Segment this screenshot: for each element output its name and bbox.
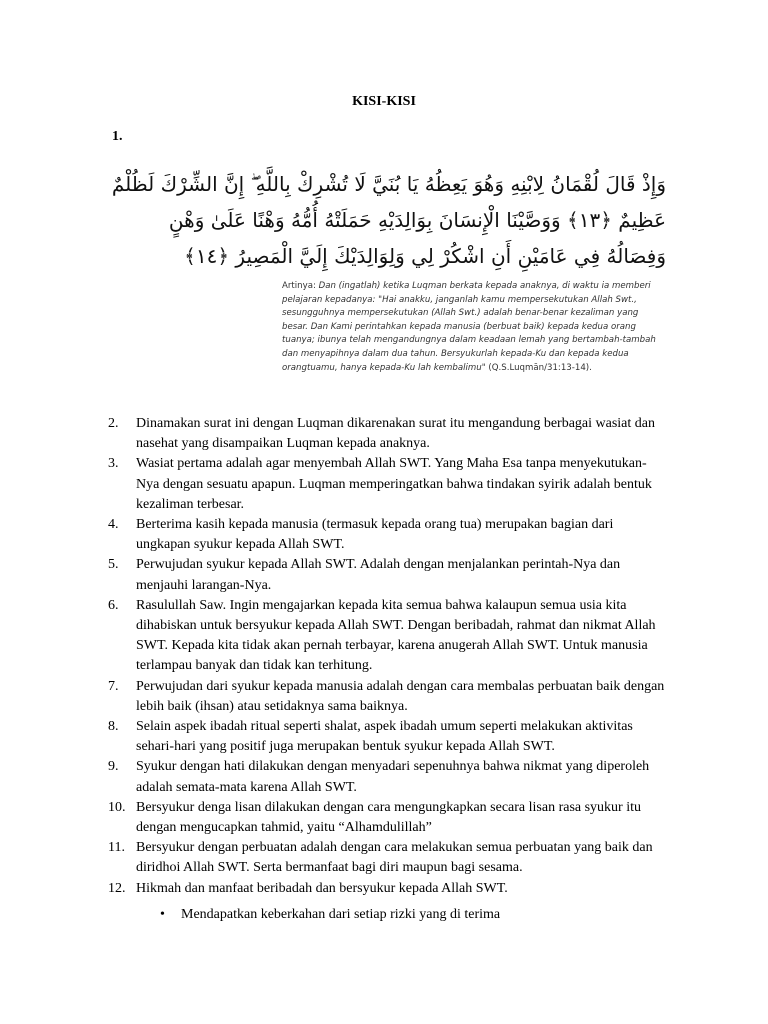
- list-item: [108, 717, 668, 757]
- list-item: [108, 798, 668, 838]
- translation-citation: (Q.S.Luqmān/31:13-14).: [485, 362, 592, 373]
- list-item: [108, 414, 668, 454]
- list-item-text: Berterima kasih kepada manusia (termasuk kepada orang tua) merupakan bagian dari ungkapan syukur kepada Allah SWT.: [136, 517, 614, 553]
- list-item-number: 5.: [108, 557, 119, 573]
- list-item-text: Dinamakan surat ini dengan Luqman dikarenakan surat itu mengandung berbagai wasiat dan nasehat yang disampaikan Luqman kepada anaknya.: [136, 416, 655, 452]
- list-item: [108, 555, 668, 595]
- bullet-icon: •: [160, 907, 165, 922]
- list-item-number: 8.: [108, 719, 119, 735]
- list-item-text: Bersyukur denga lisan dilakukan dengan cara mengungkapkan secara lisan rasa syukur itu dengan mengucapkan tahmid, yaitu “Alhamdulillah”: [136, 799, 641, 836]
- arabic-line-2: عَظِيمٌ ﴿١٣﴾ وَوَصَّيْنَا الْإِنسَانَ بِوَالِدَيْهِ حَمَلَتْهُ أُمُّهُ وَهْنًا عَلَىٰ وَهْنٍ: [168, 208, 666, 232]
- list-item-text: Hikmah dan manfaat beribadah dan bersyukur kepada Allah SWT.: [136, 880, 508, 896]
- arabic-line-3: وَفِصَالُهُ فِي عَامَيْنِ أَنِ اشْكُرْ لِي وَلِوَالِدَيْكَ إِلَيَّ الْمَصِيرُ ﴿١٤﴾: [184, 244, 666, 268]
- list-item-number: 10.: [108, 799, 126, 815]
- list-item-number: 4.: [108, 517, 119, 533]
- list-item: [108, 838, 668, 878]
- list-item-number: 9.: [108, 759, 119, 775]
- document-title: KISI-KISI: [352, 94, 416, 109]
- list-item-text: Perwujudan syukur kepada Allah SWT. Adalah dengan menjalankan perintah-Nya dan menjauhi larangan-Nya.: [136, 557, 621, 593]
- list-item-text: Selain aspek ibadah ritual seperti shalat, aspek ibadah umum seperti melakukan aktivitas sehari-hari yang positif juga merupakan bentuk syukur kepada Allah SWT.: [136, 719, 633, 755]
- item-number-1: 1.: [112, 129, 123, 144]
- translation-label: Artinya:: [282, 281, 316, 291]
- list-item: [108, 879, 668, 899]
- list-item-number: 6.: [108, 597, 119, 613]
- list-item: [108, 757, 668, 797]
- list-item: [108, 454, 668, 515]
- list-item-number: 11.: [108, 840, 125, 856]
- translation-block: [282, 280, 666, 375]
- list-item-number: 3.: [108, 456, 119, 472]
- list-item-text: Wasiat pertama adalah agar menyembah Allah SWT. Yang Maha Esa tanpa menyekutukan-Nya dengan sesuatu apapun. Luqman memperingatkan bahwa tindakan syirik adalah bentuk kezaliman terbesar.: [136, 456, 652, 512]
- list-item-text: Bersyukur dengan perbuatan adalah dengan cara melakukan semua perbuatan yang baik dan diridhoi Allah SWT. Serta bermanfaat bagi diri maupun bagi sesama.: [136, 840, 653, 876]
- list-item-number: 2.: [108, 416, 119, 431]
- bullet-text: Mendapatkan keberkahan dari setiap rizki yang di terima: [181, 907, 501, 922]
- list-item-text: Syukur dengan hati dilakukan dengan menyadari sepenuhnya bahwa nikmat yang diperoleh adalah semata-mata karena Allah SWT.: [136, 759, 650, 795]
- quran-verse-image: [111, 158, 668, 396]
- arabic-line-1: وَإِذْ قَالَ لُقْمَانُ لِابْنِهِ وَهُوَ يَعِظُهُ يَا بُنَيَّ لَا تُشْرِكْ بِاللَّهِ ۖ إِنَّ الشِّرْكَ لَظُلْمٌ: [111, 172, 666, 196]
- list-item-text: Perwujudan dari syukur kepada manusia adalah dengan cara membalas perbuatan baik dengan lebih baik (ihsan) atau setidaknya sama baiknya.: [136, 678, 665, 714]
- bullet-item: [160, 905, 660, 925]
- translation-text: Dan (ingatlah) ketika Luqman berkata kepada anaknya, di waktu ia memberi pelajaran kepadanya: "Hai anakku, janganlah kamu mempersekutukan Allah Swt., sesungguhnya mempersekutukan (Allah Swt.) adalah benar-benar kezaliman yang besar. Dan Kami perintahkan kepada manusia (berbuat baik) kepada kedua orang tuanya; ibunya telah mengandungnya dalam keadaan lemah yang bertambah-tambah dan menyapihnya dalam dua tahun. Bersyukurlah kepada-Ku dan kepada kedua orangtuamu, hanya kepada-Ku lah kembalimu": [282, 281, 656, 373]
- numbered-list: [108, 414, 668, 899]
- list-item: [108, 677, 668, 717]
- list-item-number: 12.: [108, 880, 126, 896]
- list-item-number: 7.: [108, 678, 119, 694]
- list-item-text: Rasulullah Saw. Ingin mengajarkan kepada kita semua bahwa kalaupun semua usia kita dihabiskan untuk bersyukur kepada Allah SWT. Dengan beribadah, rahmat dan nikmat Allah SWT. Kepada kita tidak akan pernah terbayar, karena anugerah Allah SWT. Untuk manusia terlampau banyak dan tidak kan terhitung.: [136, 597, 656, 674]
- list-item: [108, 596, 668, 677]
- list-item: [108, 515, 668, 555]
